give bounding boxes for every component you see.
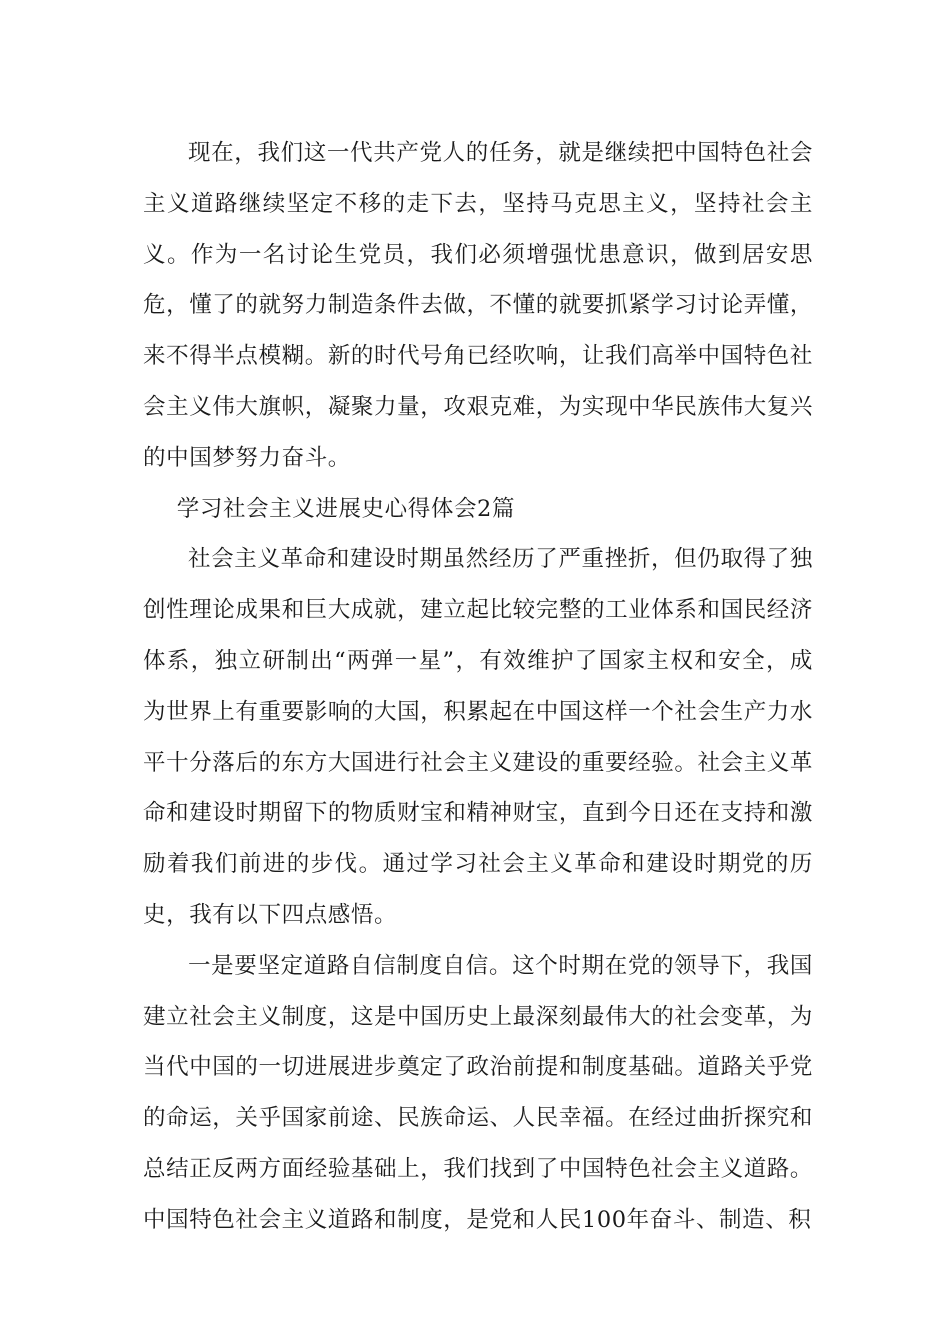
paragraph-revolution-period: 社会主义革命和建设时期虽然经历了严重挫折，但仍取得了独创性理论成果和巨大成就，建立起比较完整的工业体系和国民经济体系，独立研制出“两弹一星”，有效维护了国家主权和安全，成为世界上有重要影响的大国，积累起在中国这样一个社会生产力水平十分落后的东方大国进行社会主义建设的重要经验。社会主义革命和建设时期留下的物质财宝和精神财宝，直到今日还在支持和激励着我们前进的步伐。通过学习社会主义革命和建设时期党的历史，我有以下四点感悟。 [143, 546, 813, 928]
section-heading: 学习社会主义进展史心得体会2篇 [176, 495, 516, 522]
paragraph-mission: 现在，我们这一代共产党人的任务，就是继续把中国特色社会主义道路继续坚定不移的走下去，坚持马克思主义，坚持社会主义。作为一名讨论生党员，我们必须增强忧患意识，做到居安思危，懂了的就努力制造条件去做，不懂的就要抓紧学习讨论弄懂，来不得半点模糊。新的时代号角已经吹响，让我们高举中国特色社会主义伟大旗帜，凝聚力量，攻艰克难，为实现中华民族伟大复兴的中国梦努力奋斗。 [143, 140, 813, 471]
document-body [143, 128, 813, 1246]
paragraph-road-confidence: 一是要坚定道路自信制度自信。这个时期在党的领导下，我国建立社会主义制度，这是中国历史上最深刻最伟大的社会变革，为当代中国的一切进展进步奠定了政治前提和制度基础。道路关乎党的命运，关乎国家前途、民族命运、人民幸福。在经过曲折探究和总结正反两方面经验基础上，我们找到了中国特色社会主义道路。中国特色社会主义道路和制度，是党和人民100年奋斗、制造、积 [143, 952, 813, 1233]
